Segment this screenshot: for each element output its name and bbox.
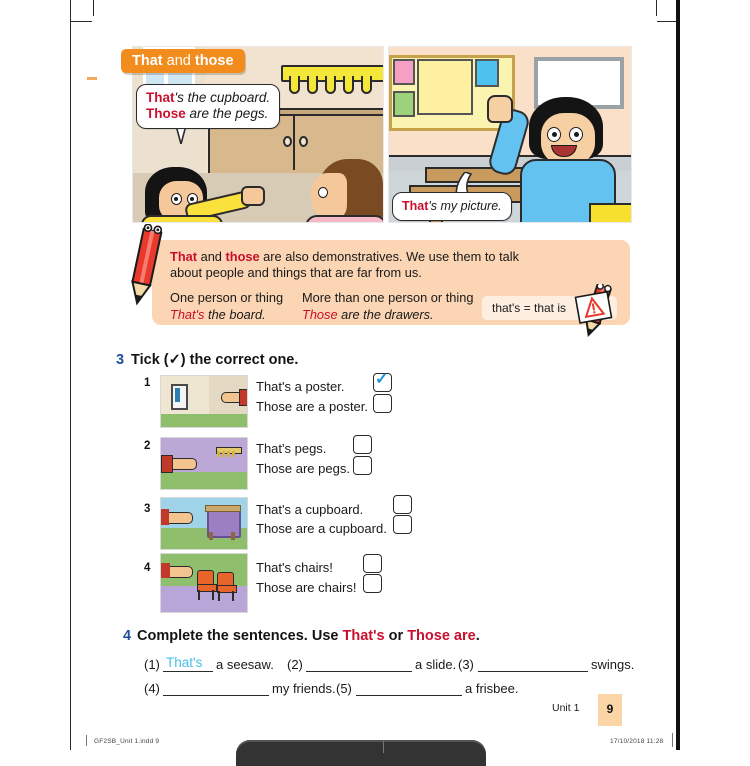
info-line1-and: and	[197, 249, 226, 264]
speech-bubble-left	[136, 84, 280, 129]
blank-number: (4)	[144, 681, 160, 696]
filled-answer: That's	[166, 655, 203, 670]
boy-pupil	[190, 197, 194, 201]
footer-timestamp: 17/10/2018 11:28	[610, 738, 664, 745]
info-col1-example	[170, 307, 266, 322]
book-spine-shadow	[236, 740, 486, 766]
checkbox[interactable]	[353, 435, 372, 454]
ex4-title-thats: That's	[342, 628, 385, 644]
peg-icon	[343, 76, 354, 94]
exercise-3-number: 3	[116, 352, 125, 368]
kid-pointing-hand	[487, 95, 513, 123]
sentence-tail: my friends.	[272, 681, 336, 696]
ex4-title-or: or	[384, 628, 408, 644]
bubble-left-line1-rest: 's the cupboard.	[174, 90, 271, 105]
blue-card	[475, 59, 499, 87]
kid-pupil	[574, 132, 579, 137]
check-icon: ✓	[375, 371, 389, 388]
exercise-3-title: Tick (✓) the correct one.	[131, 352, 299, 368]
ex4-title-those-are: Those are	[407, 628, 476, 644]
info-line-1	[170, 249, 519, 266]
footer-rule-left	[86, 735, 87, 746]
girl-shirt	[305, 215, 384, 223]
option-label: Those are a cupboard.	[256, 521, 387, 536]
kid-pupil	[552, 132, 557, 137]
peg-icon	[325, 76, 336, 94]
sentence-tail: a frisbee.	[465, 681, 519, 696]
question-number: 1	[144, 377, 151, 389]
boy-shirt	[141, 215, 223, 223]
checkbox[interactable]	[393, 495, 412, 514]
bubble-right-line1-rest: 's my picture.	[428, 199, 502, 213]
ex4-title-part1: Complete the sentences. Use	[137, 628, 343, 644]
bubble-left-line2-rest: are the pegs.	[185, 106, 269, 121]
bubble-right-line1	[402, 198, 502, 214]
page-title-connector: and	[162, 53, 195, 69]
question-number: 3	[144, 503, 151, 515]
crop-mark-left-v	[70, 0, 71, 750]
sentence-tail: a seesaw.	[216, 657, 274, 672]
info-col1-example-rest: the board.	[204, 307, 266, 322]
crop-mark-top-left-h	[70, 21, 92, 22]
answer-blank-line[interactable]	[163, 695, 269, 696]
answer-blank-line[interactable]	[478, 671, 588, 672]
checkbox-checked[interactable]	[373, 373, 392, 392]
pencil-icon	[126, 224, 164, 308]
question-image	[160, 437, 248, 490]
page-edge-shadow	[676, 0, 680, 750]
margin-dash	[87, 77, 97, 80]
pencil-with-card-icon	[568, 284, 624, 340]
question-number: 4	[144, 562, 151, 574]
ex4-title-period: .	[475, 628, 480, 644]
answer-blank-line[interactable]	[356, 695, 462, 696]
sentence-tail: swings.	[591, 657, 635, 672]
footer-filename: GF2SB_Unit 1.indd 9	[94, 738, 160, 745]
checkbox[interactable]	[363, 574, 382, 593]
info-col1-header: One person or thing	[170, 290, 284, 305]
boy-pupil	[174, 197, 178, 201]
boy-pointing-hand	[241, 186, 265, 206]
bubble-right-line1-strong: That	[402, 199, 429, 213]
info-col2-example	[302, 307, 434, 322]
info-col2-example-strong: Those	[302, 307, 338, 322]
shapes-card	[417, 59, 473, 115]
exercise-4-title	[137, 628, 480, 644]
option-label: That's pegs.	[256, 441, 327, 456]
page-title-strong2: those	[194, 53, 234, 69]
footer-rule-right	[672, 733, 673, 747]
checkbox[interactable]	[393, 515, 412, 534]
crop-mark-top-left-v	[93, 0, 94, 16]
question-image	[160, 375, 248, 428]
blank-number: (5)	[336, 681, 352, 696]
peg-icon	[289, 76, 300, 94]
page-number: 9	[606, 702, 614, 716]
info-line1-that: That	[170, 249, 198, 264]
answer-blank-line[interactable]	[306, 671, 412, 672]
option-label: Those are a poster.	[256, 399, 369, 414]
speech-bubble-right	[392, 192, 512, 221]
girl-face	[311, 173, 347, 219]
checkbox[interactable]	[373, 394, 392, 413]
info-line1-those: those	[225, 249, 260, 264]
yellow-object	[589, 203, 632, 223]
green-card	[393, 91, 415, 117]
sentence-tail: a slide.	[415, 657, 457, 672]
bubble-left-line2	[146, 106, 270, 122]
equation-text: that's = that is	[492, 301, 566, 315]
info-line1-rest: are also demonstratives. We use them to talk	[259, 249, 519, 264]
peg-icon	[361, 76, 372, 94]
exercise-4-number: 4	[123, 628, 132, 644]
blank-number: (2)	[287, 657, 303, 672]
info-col2-header: More than one person or thing	[302, 290, 474, 305]
bubble-left-line2-strong: Those	[146, 106, 186, 121]
option-label: Those are pegs.	[256, 461, 350, 476]
info-col2-example-rest: are the drawers.	[337, 307, 434, 322]
question-image	[160, 497, 248, 550]
cupboard-knob-icon	[299, 136, 308, 147]
crop-mark-top-right-v	[656, 0, 657, 16]
option-label: That's a cupboard.	[256, 502, 364, 517]
question-image	[160, 553, 248, 613]
book-spine-split	[383, 741, 384, 753]
unit-label: Unit 1	[552, 702, 580, 714]
page-title-strong1: That	[132, 53, 163, 69]
option-label: Those are chairs!	[256, 580, 357, 595]
answer-blank-line[interactable]	[163, 671, 213, 672]
bubble-left-line1-strong: That	[146, 90, 175, 105]
pink-card	[393, 59, 415, 85]
info-col1-example-strong: That's	[170, 307, 205, 322]
info-line-2: about people and things that are far from us.	[170, 265, 422, 280]
cupboard-knob-icon	[283, 136, 292, 147]
checkbox[interactable]	[353, 456, 372, 475]
checkbox[interactable]	[363, 554, 382, 573]
cupboard-door-split	[293, 116, 295, 170]
option-label: That's a poster.	[256, 379, 345, 394]
girl-eye	[318, 187, 328, 198]
blank-number: (3)	[458, 657, 474, 672]
peg-icon	[307, 76, 318, 94]
page-title	[121, 49, 245, 73]
option-label: That's chairs!	[256, 560, 333, 575]
question-number: 2	[144, 440, 151, 452]
grammar-info-box	[152, 240, 630, 325]
blank-number: (1)	[144, 657, 160, 672]
bubble-left-line1	[146, 90, 270, 106]
